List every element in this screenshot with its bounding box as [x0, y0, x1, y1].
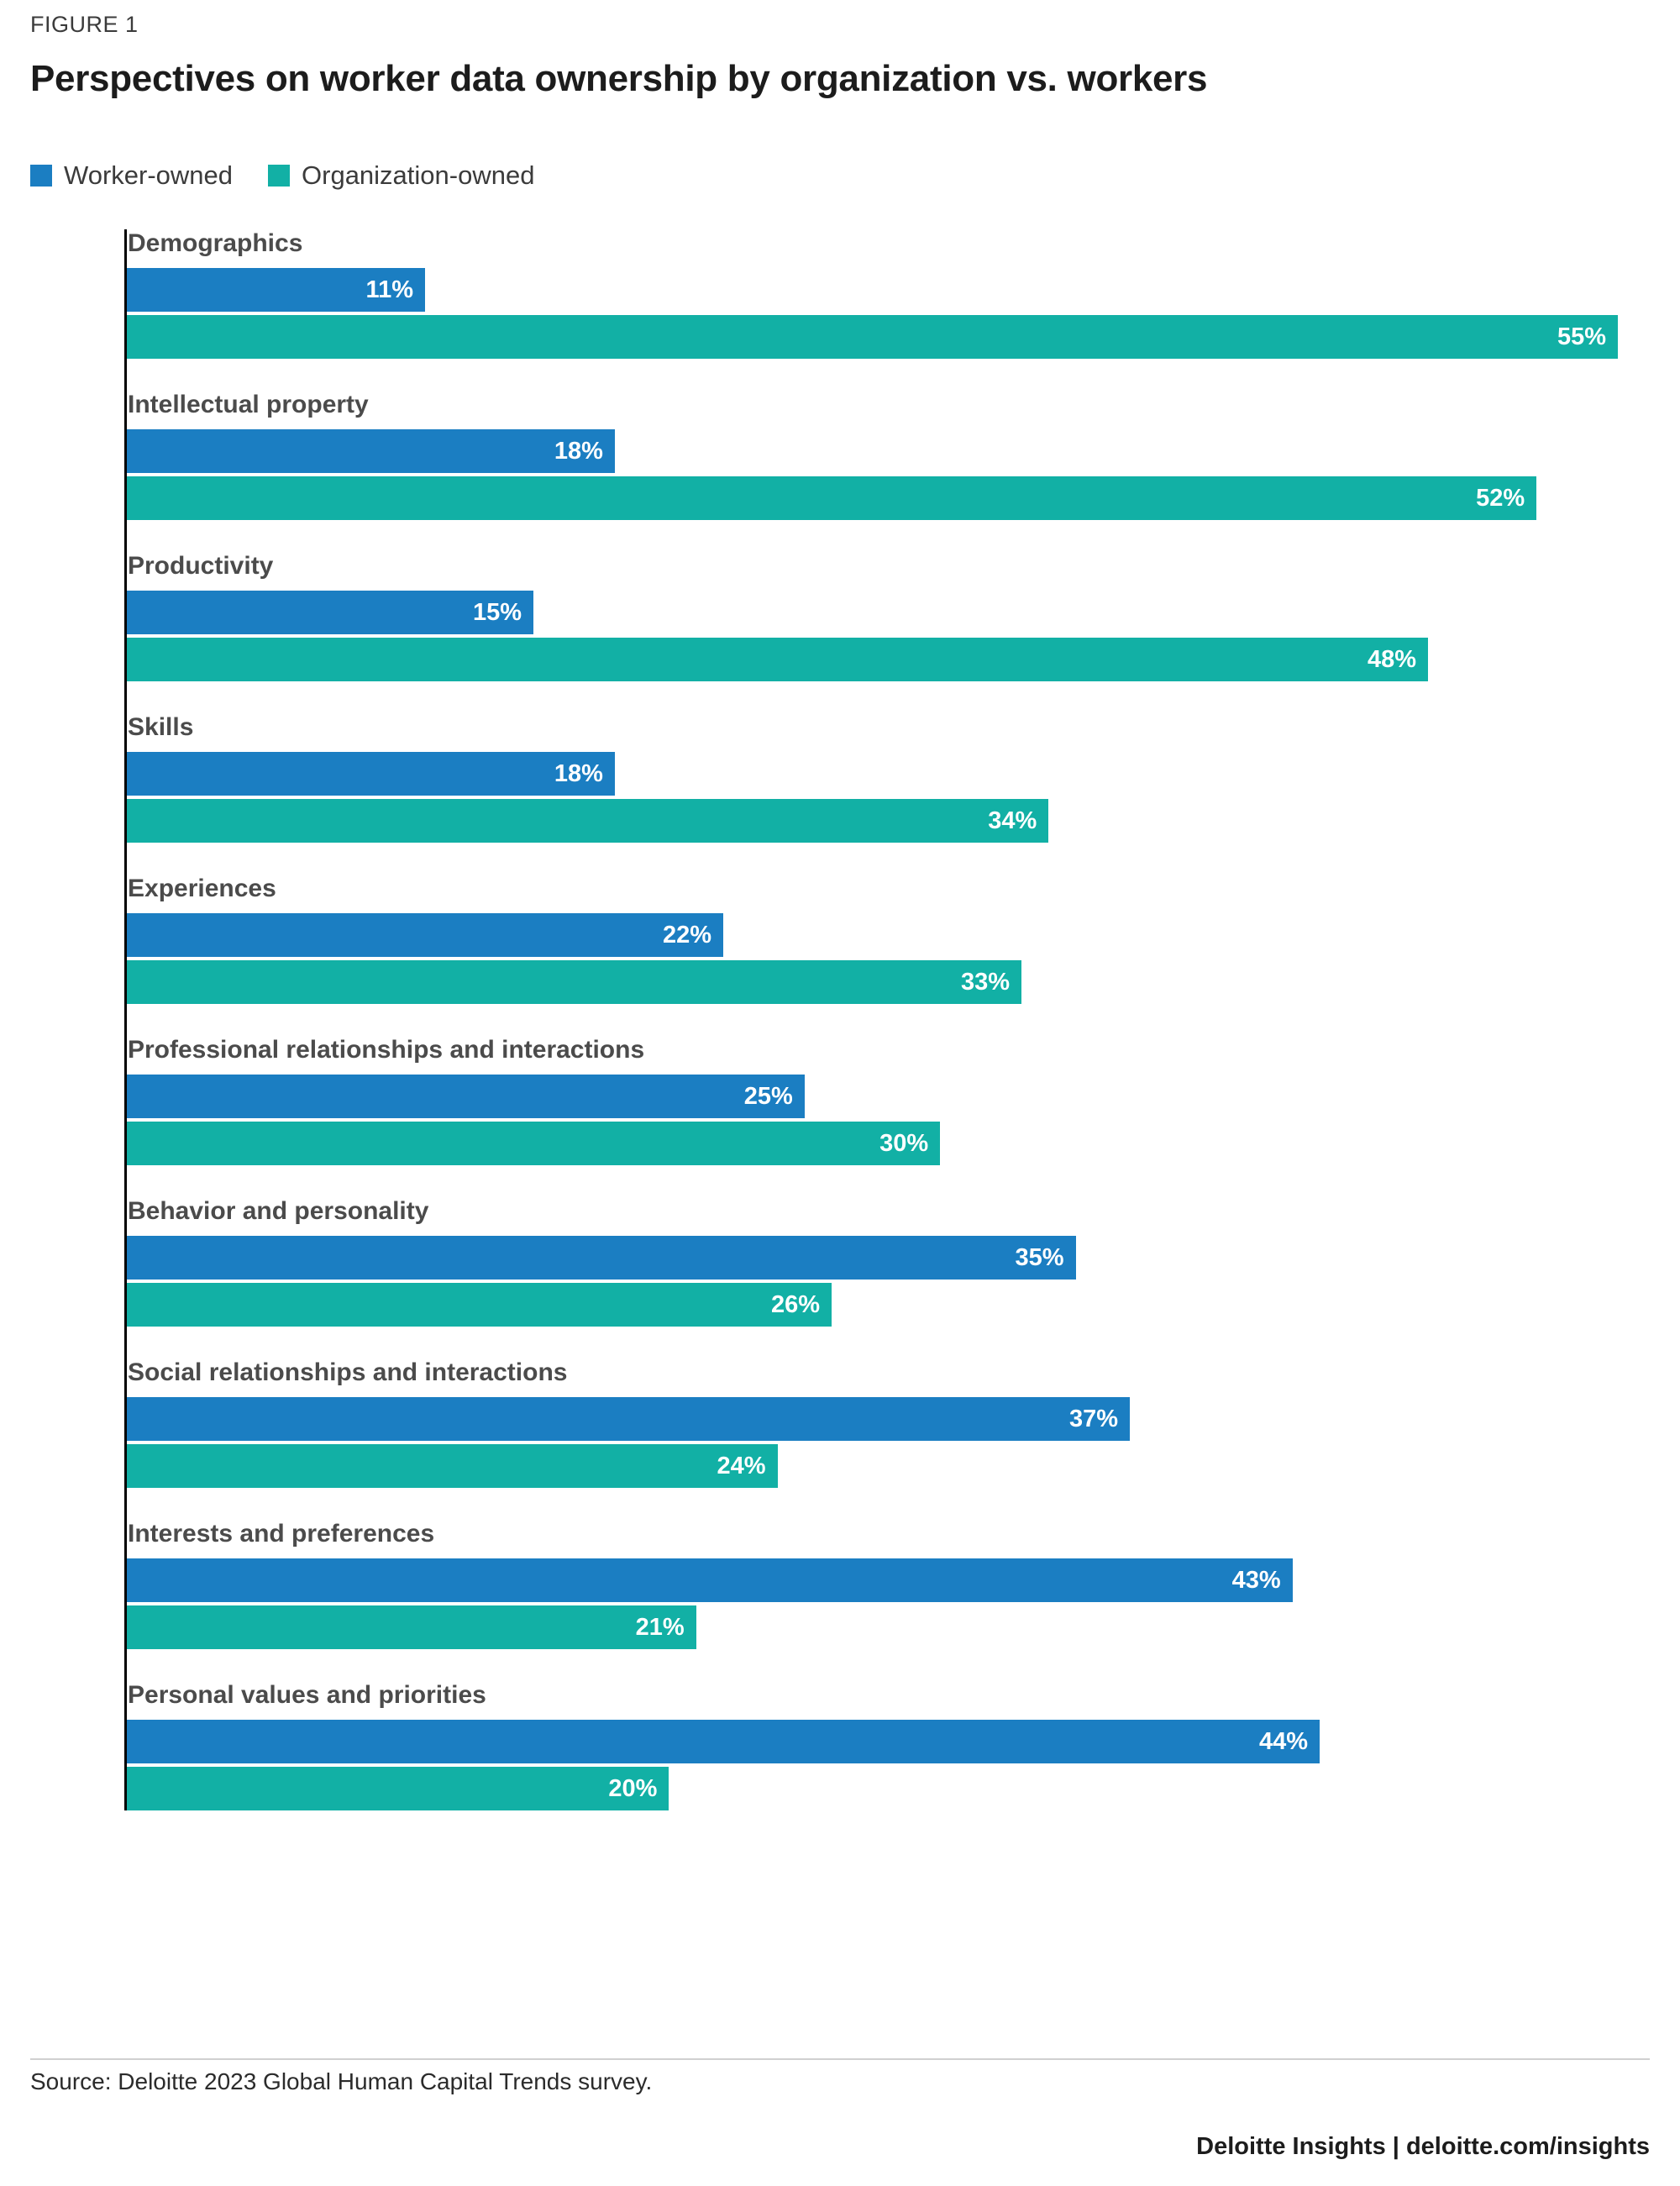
bar-group — [30, 391, 1650, 520]
bar-row — [127, 752, 1650, 796]
bar-row — [127, 960, 1650, 1004]
bar-row — [127, 268, 1650, 312]
bar-row — [127, 638, 1650, 681]
footer-separator: | — [1392, 2133, 1399, 2160]
bar-row — [127, 1122, 1650, 1165]
bar-organization-owned[interactable] — [127, 960, 1021, 1004]
bar-organization-owned[interactable] — [127, 799, 1048, 843]
bar-chart — [30, 229, 1650, 1810]
bar-value-label: 18% — [554, 759, 603, 787]
bar-row — [127, 1397, 1650, 1441]
bar-group — [30, 552, 1650, 681]
bar-organization-owned[interactable] — [127, 1605, 696, 1649]
bar-group — [30, 1681, 1650, 1810]
bar-organization-owned[interactable] — [127, 638, 1428, 681]
bar-worker-owned[interactable] — [127, 1236, 1076, 1280]
bar-row — [127, 1558, 1650, 1602]
footer-brand-name: Deloitte Insights — [1196, 2133, 1386, 2160]
legend-item-organization-owned — [268, 160, 534, 191]
chart-legend — [30, 160, 1650, 191]
bar-row — [127, 1444, 1650, 1488]
category-label: Skills — [128, 713, 194, 741]
bar-organization-owned[interactable] — [127, 1283, 832, 1327]
source-note: Source: Deloitte 2023 Global Human Capital Trends survey. — [30, 2068, 653, 2094]
bar-group — [30, 1520, 1650, 1649]
bar-group — [30, 1358, 1650, 1488]
bar-value-label: 48% — [1368, 645, 1417, 673]
category-label: Social relationships and interactions — [128, 1358, 568, 1386]
bar-worker-owned[interactable] — [127, 913, 723, 957]
bar-group — [30, 875, 1650, 1004]
bar-value-label: 24% — [717, 1452, 766, 1479]
legend-item-worker-owned — [30, 160, 233, 191]
bar-row — [127, 799, 1650, 843]
bar-worker-owned[interactable] — [127, 591, 533, 634]
bar-row — [127, 1236, 1650, 1280]
bar-value-label: 26% — [771, 1290, 821, 1318]
bar-group — [30, 1036, 1650, 1165]
bar-worker-owned[interactable] — [127, 1558, 1293, 1602]
bar-row — [127, 1720, 1650, 1763]
footer-brand — [1196, 2133, 1650, 2161]
bar-row — [127, 1767, 1650, 1810]
bar-value-label: 30% — [879, 1129, 929, 1157]
bar-value-label: 21% — [635, 1613, 685, 1641]
bar-organization-owned[interactable] — [127, 1767, 669, 1810]
bar-group — [30, 229, 1650, 359]
legend-swatch-organization-owned — [268, 165, 290, 187]
bar-worker-owned[interactable] — [127, 1720, 1320, 1763]
bar-row — [127, 1283, 1650, 1327]
bar-row — [127, 591, 1650, 634]
category-label: Professional relationships and interactions — [128, 1036, 645, 1064]
legend-label-worker-owned: Worker-owned — [64, 160, 234, 190]
category-label: Demographics — [128, 229, 303, 257]
bar-organization-owned[interactable] — [127, 1444, 778, 1488]
bar-worker-owned[interactable] — [127, 752, 615, 796]
bar-value-label: 44% — [1258, 1727, 1308, 1755]
footer-divider — [30, 2058, 1650, 2060]
bar-row — [127, 315, 1650, 359]
bar-value-label: 35% — [1015, 1243, 1064, 1271]
bar-group — [30, 713, 1650, 843]
page-title: Perspectives on worker data ownership by organization vs. workers — [30, 58, 1208, 99]
bar-value-label: 22% — [662, 921, 711, 948]
footer-site[interactable]: deloitte.com/insights — [1405, 2133, 1650, 2160]
legend-swatch-worker-owned — [30, 165, 52, 187]
category-label: Productivity — [128, 552, 274, 580]
bar-value-label: 25% — [743, 1082, 793, 1110]
figure-label: FIGURE 1 — [30, 12, 139, 37]
category-label: Personal values and priorities — [128, 1681, 486, 1709]
bar-worker-owned[interactable] — [127, 1075, 805, 1118]
bar-value-label: 15% — [473, 598, 522, 626]
bar-value-label: 37% — [1069, 1405, 1119, 1432]
bar-value-label: 33% — [960, 968, 1010, 996]
bar-row — [127, 476, 1650, 520]
bar-value-label: 34% — [988, 807, 1037, 834]
legend-label-organization-owned: Organization-owned — [302, 160, 535, 190]
category-label: Intellectual property — [128, 391, 369, 418]
bar-value-label: 55% — [1557, 323, 1606, 350]
bar-organization-owned[interactable] — [127, 1122, 940, 1165]
bar-row — [127, 913, 1650, 957]
category-label: Interests and preferences — [128, 1520, 435, 1548]
bar-worker-owned[interactable] — [127, 1397, 1130, 1441]
bar-organization-owned[interactable] — [127, 476, 1536, 520]
bar-value-label: 43% — [1231, 1566, 1281, 1594]
bar-organization-owned[interactable] — [127, 315, 1618, 359]
bar-row — [127, 1605, 1650, 1649]
category-label: Behavior and personality — [128, 1197, 429, 1225]
bar-worker-owned[interactable] — [127, 268, 425, 312]
bar-group — [30, 1197, 1650, 1327]
bar-worker-owned[interactable] — [127, 429, 615, 473]
bar-value-label: 20% — [608, 1774, 658, 1802]
bar-value-label: 52% — [1476, 484, 1525, 512]
bar-value-label: 11% — [365, 276, 413, 303]
bar-row — [127, 429, 1650, 473]
bar-value-label: 18% — [554, 437, 603, 465]
category-label: Experiences — [128, 875, 276, 902]
bar-row — [127, 1075, 1650, 1118]
